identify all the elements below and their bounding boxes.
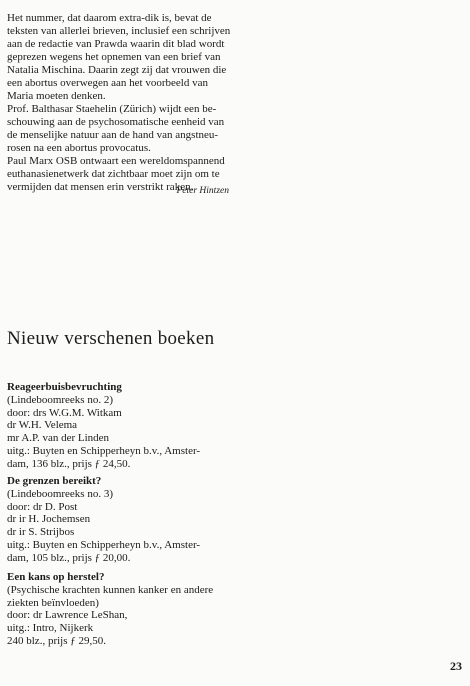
intro-line: Paul Marx OSB ontwaart een wereldomspannend	[7, 155, 225, 167]
book-entry-reageerbuisbevruchting	[7, 381, 269, 471]
book-detail-line: (Psychische krachten kunnen kanker en andere	[7, 583, 214, 596]
book-detail-line: dr ir H. Jochemsen	[7, 513, 91, 526]
intro-line: aan de redactie van Prawda waarin dit blad wordt	[7, 38, 225, 50]
book-detail-line: door: drs W.G.M. Witkam	[7, 406, 122, 419]
intro-line: euthanasienetwerk dat zichtbaar moet zijn om te	[7, 168, 220, 180]
book-detail-line: ziekten beïnvloeden)	[7, 596, 99, 609]
intro-line: teksten van allerlei brieven, inclusief een schrijven	[7, 25, 231, 37]
intro-line: rosen na een abortus provocatus.	[7, 142, 151, 154]
book-detail-line: uitg.: Buyten en Schipperheyn b.v., Amster-	[7, 538, 201, 551]
book-entry-de-grenzen-bereikt	[7, 475, 269, 565]
intro-line: Maria moeten denken.	[7, 90, 106, 102]
book-title: Reageerbuisbevruchting	[7, 381, 122, 393]
intro-line: geprezen wegens het opnemen van een brief van	[7, 51, 221, 63]
book-title: De grenzen bereikt?	[7, 475, 102, 487]
book-title: Een kans op herstel?	[7, 571, 105, 583]
intro-paragraph	[7, 12, 229, 194]
book-detail-line: door: dr D. Post	[7, 500, 78, 513]
intro-line: schouwing aan de psychosomatische eenheid van	[7, 116, 225, 128]
book-detail-line: uitg.: Intro, Nijkerk	[7, 622, 94, 635]
book-detail-line: (Lindeboomreeks no. 2)	[7, 393, 113, 406]
intro-line: Prof. Balthasar Staehelin (Zürich) wijdt een be-	[7, 103, 217, 115]
author-signature: Peter Hintzen	[176, 186, 229, 196]
section-heading: Nieuw verschenen boeken	[7, 328, 215, 349]
intro-line: de menselijke natuur aan de hand van angstneu-	[7, 129, 219, 141]
book-detail-line: mr A.P. van der Linden	[7, 432, 110, 445]
intro-line: Natalia Mischina. Daarin zegt zij dat vrouwen die	[7, 64, 227, 76]
book-detail-line: dr W.H. Velema	[7, 419, 78, 432]
book-detail-line: dr ir S. Strijbos	[7, 526, 75, 539]
book-detail-line: door: dr Lawrence LeShan,	[7, 609, 128, 622]
intro-line: een abortus overwegen aan het voorbeeld van	[7, 77, 208, 89]
intro-line: Het nummer, dat daarom extra-dik is, bevat de	[7, 12, 212, 24]
book-detail-line: (Lindeboomreeks no. 3)	[7, 487, 113, 500]
book-entry-een-kans-op-herstel	[7, 571, 269, 648]
book-detail-line: 240 blz., prijs ƒ 29,50.	[7, 634, 106, 647]
book-detail-line: dam, 136 blz., prijs ƒ 24,50.	[7, 457, 131, 470]
page-number: 23	[450, 659, 462, 673]
intro-line: vermijden dat mensen erin verstrikt raken.	[7, 181, 194, 193]
book-detail-line: dam, 105 blz., prijs ƒ 20,00.	[7, 551, 131, 564]
book-detail-line: uitg.: Buyten en Schipperheyn b.v., Amster-	[7, 444, 201, 457]
